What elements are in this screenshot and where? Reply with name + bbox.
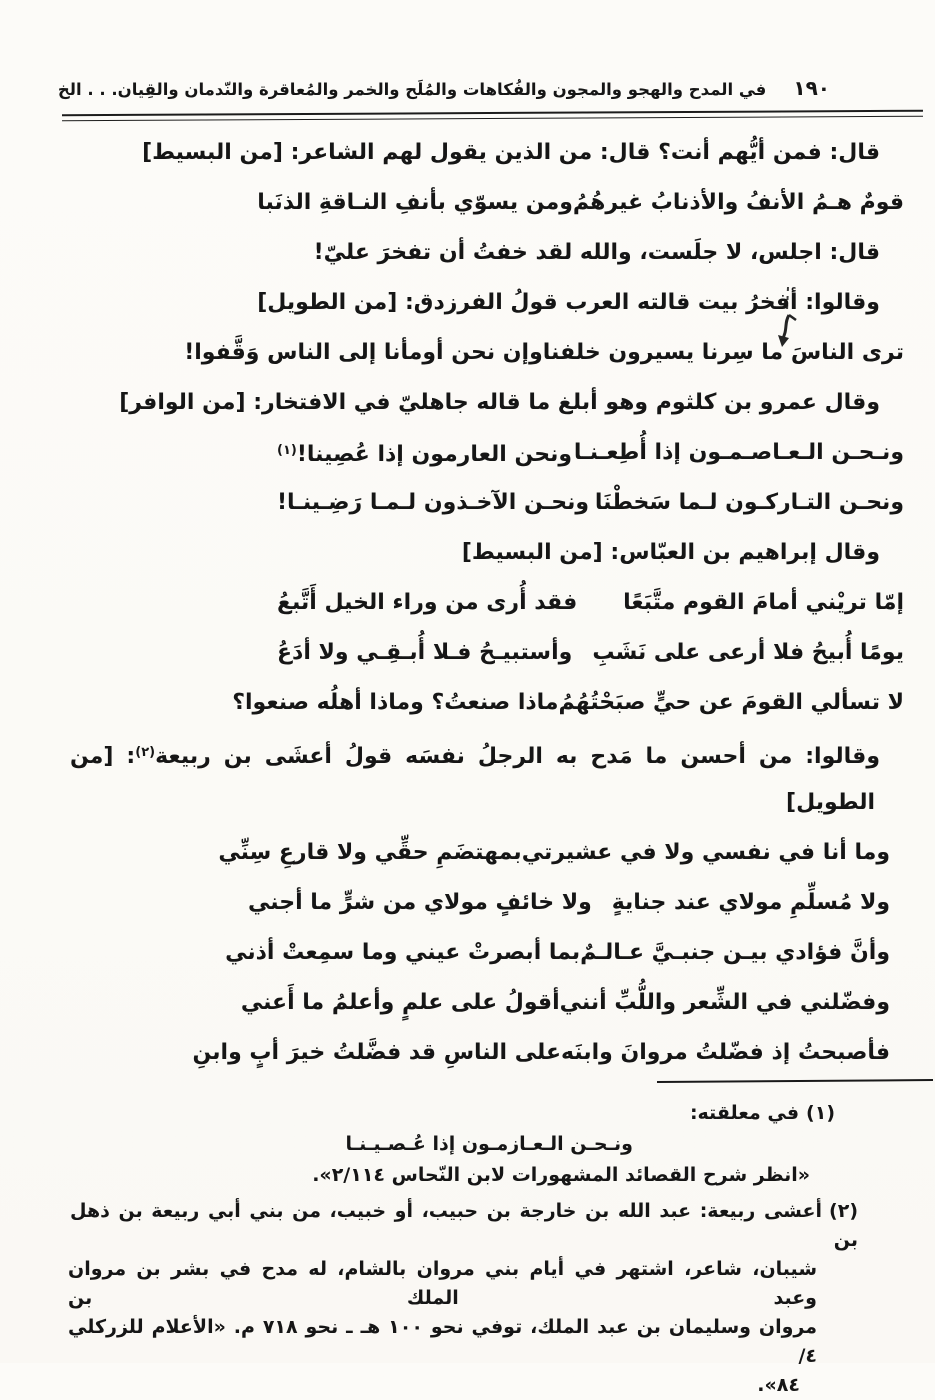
footnote-1-marker: (١) [806,1102,835,1124]
footnote-2 [70,1197,920,1400]
footnote-1 [70,1098,835,1129]
hemistich-right: فأصبحتُ إذ فضّلتُ مروانَ وابنَه [561,1040,890,1065]
footnote-1-label: في معلقته: [689,1102,800,1124]
verse-row [240,978,890,1028]
hemistich-right: يومًا أُبيحُ فلا أرعى على نَشَبِ [592,640,904,665]
footnote-marker-1: (١) [277,443,297,458]
prose-line-sit: قال: اجلس، لا جلَست، والله لقد خفتُ أن تفخرَ عليّ! [313,240,880,265]
hemistich-left: فقد أُرى من وراء الخيل أَتَّبعُ [277,590,578,615]
header-double-rule [62,110,923,122]
prose-line-ibrahim: وقال إبراهيم بن العبّاس: [من البسيط] [461,540,880,565]
footnote-1-verse: ونـحـن الـعـازمـون إذا عُـصـيـنـا [345,1133,633,1155]
page-header [20,76,830,100]
hemistich-right: قومٌ هـمُ الأنفُ والأذنابُ غيرهُمُ [572,190,904,215]
verse-row [277,628,904,678]
hemistich-left: أقولُ على علمٍ وأعلمُ ما أَعني [240,990,560,1015]
footnote-2-line [70,1197,858,1255]
prose-text: : [من [70,744,136,769]
hemistich-right: ترى الناسَ ما سِرنا يسيرون خلفنا [542,340,904,365]
prose-line-intro: قال: فمن أيُّهم أنت؟ قال: من الذين يقول لهم الشاعر: [من البسيط] [142,140,880,165]
verse-row [277,578,904,628]
page-body [70,128,920,1078]
verse-row [257,178,904,228]
prose-text: وقالوا: من أحسن ما مَدح به الرجلُ نفسَه قولُ أعشَى بن ربيعة [155,744,880,769]
hemistich-right: وفضّلني في الشِّعر واللُّبِّ أنني [559,990,890,1015]
hemistich-left: وإن نحن أومأنا إلى الناس وَقَّفوا! [184,340,543,365]
footnote-1-reference: «انظر شرح القصائد المشهورات لابن النّحاس ٢/١١٤». [312,1164,810,1186]
hemistich-left: ماذا صنعتُ؟ وماذا أهلُه صنعوا؟ [232,690,559,715]
hemistich-left [277,426,572,480]
running-header-title: في المدح والهجو والمجون والفُكاهات والمُلَح والخمر والمُعاقرة والنّدمان والقِيان. . . الخ [57,80,767,99]
verse-row [218,828,890,878]
footnote-2-text: أعشى ربيعة: عبد الله بن خارجة بن حبيب، أو خبيب، من بني أبي ربيعة بن ذهل بن [70,1200,858,1251]
page-number: ١٩٠ [793,76,830,100]
hemistich-left: بمهتضَمِ حقِّي ولا قارعِ سِنِّي [218,840,522,865]
footnote-marker-2: (٢) [135,745,156,760]
footnote-2-line: مروان وسليمان بن عبد الملك، توفي نحو ١٠٠ هـ ـ نحو ٧١٨ م. «الأعلام للزركلي ٤/ [68,1316,817,1367]
verse-row [248,878,890,928]
hemistich-text: ونحن العارمون إذا عُصِينا! [296,442,573,467]
hemistich-left: على الناسِ قد فضَّلتُ خيرَ أبٍ وابنِ [192,1040,562,1065]
hemistich-left: وأستبيـحُ فـلا أُبـقِـي ولا أدَعُ [277,640,573,665]
hemistich-left: ومن يسوّي بأنفِ النـاقةِ الذنَبا [257,190,573,215]
prose-line-asha-cont: الطويل] [786,790,875,815]
verse-row [192,1028,890,1078]
verse-row [277,428,904,478]
hemistich-left: ونحـن الآخـذون لـمـا رَضِـينـا! [277,490,590,515]
verse-row [277,478,904,528]
hemistich-right: لا تسألي القومَ عن حيٍّ صبَحْتُهُمُ [558,690,904,715]
verse-row [184,328,904,378]
footnote-2-line: ٨٤». [757,1374,800,1396]
footnote-separator-rule [657,1079,933,1083]
hemistich-left: بما أبصرتْ عيني وما سمِعتْ أذني [225,940,581,965]
hemistich-right: وأنَّ فؤادي بيـن جنبـيَّ عـالـمٌ [580,940,890,965]
hemistich-right: ولا مُسلِّمِ مولاي عند جنايةٍ [611,890,890,915]
footnote-2-line: شيبان، شاعر، اشتهر في أيام بني مروان بالشام، له مدح في بشر بن مروان وعبد الملك بن [68,1258,817,1309]
hemistich-right: ونحـن التـاركـون لـما سَخطْنَا [594,490,904,515]
hemistich-right: إمّا تريْني أمامَ القوم متَّبَعًا [623,590,904,615]
hemistich-left: ولا خائفٍ مولاي من شرٍّ ما أجني [248,890,592,915]
footnote-2-marker: (٢) [829,1200,858,1222]
prose-line-asha [70,728,920,778]
hemistich-right: وما أنا في نفسي ولا في عشيرتي [521,840,890,865]
verse-row [225,928,890,978]
hemistich-right: ونـحـن الـعـاصـمـون إذا أُطِعـنـا [573,440,904,465]
footnotes-section [70,1080,920,1400]
prose-line-amr: وقال عمرو بن كلثوم وهو أبلغ ما قاله جاهليّ في الافتخار: [من الوافر] [119,390,880,415]
verse-row [232,678,904,728]
prose-line-fakhr: وقالوا: أفخرُ بيت قالته العرب قولُ الفرزدق: [من الطويل] [257,290,880,315]
